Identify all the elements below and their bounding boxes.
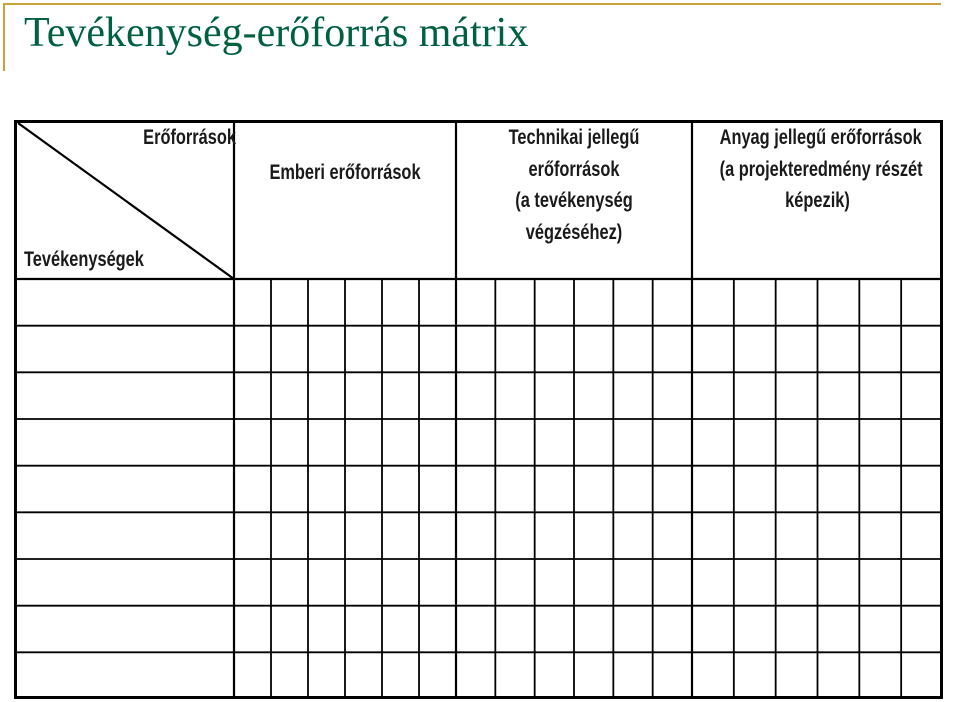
header-line: végzéséhez) — [525, 220, 623, 244]
header-line: erőforrások — [528, 157, 620, 181]
header-line: Emberi erőforrások — [269, 161, 421, 184]
header-line: (a projekteredmény részét — [719, 157, 923, 181]
page-title: Tevékenység-erőforrás mátrix — [24, 10, 529, 56]
corner-resources-label: Erőforrások — [143, 126, 236, 149]
corner-activities-label: Tevékenységek — [24, 248, 144, 271]
activity-resource-matrix — [14, 120, 943, 699]
header-line: (a tevékenység — [515, 189, 633, 212]
header-line: képezik) — [785, 189, 850, 212]
header-technical-resources — [482, 122, 666, 248]
slide-left-rule — [3, 3, 5, 71]
header-line: Technikai jellegű — [508, 126, 640, 149]
header-line: Anyag jellegű erőforrások — [719, 126, 922, 149]
header-material-resources — [719, 122, 923, 217]
header-human-resources — [258, 160, 431, 186]
slide-top-rule — [3, 3, 941, 5]
